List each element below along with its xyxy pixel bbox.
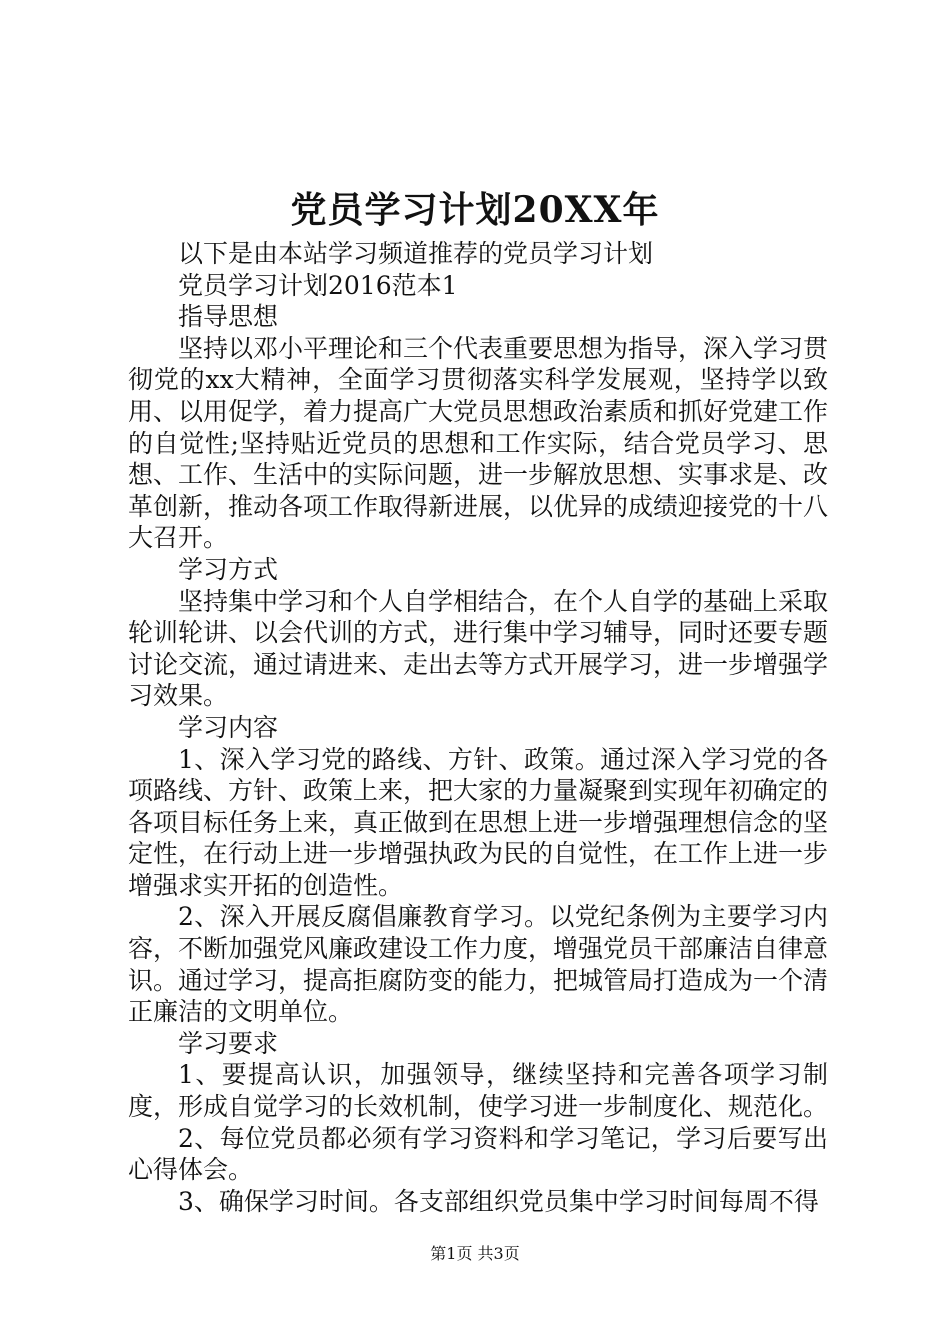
guiding-thought-paragraph: 坚持以邓小平理论和三个代表重要思想为指导，深入学习贯彻党的xx大精神，全面学习贯彻落实科学发展观，坚持学以致用、以用促学，着力提高广大党员思想政治素质和抓好党建工作的自觉性;坚持贴近党员的思想和工作实际，结合党员学习、思想、工作、生活中的实际问题，进一步解放思想、实事求是、改革创新，推动各项工作取得新进展，以优异的成绩迎接党的十八大召开。 <box>128 333 829 553</box>
requirement-item-2: 2、每位党员都必须有学习资料和学习笔记，学习后要写出心得体会。 <box>128 1123 828 1185</box>
section-heading-study-requirements: 学习要求 <box>178 1028 279 1058</box>
section-heading-guiding-thought: 指导思想 <box>178 302 279 332</box>
section-heading-study-content: 学习内容 <box>178 712 279 742</box>
study-method-paragraph: 坚持集中学习和个人自学相结合，在个人自学的基础上采取轮训轮讲、以会代训的方式，进行集中学习辅导，同时还要专题讨论交流，通过请进来、走出去等方式开展学习，进一步增强学习效果。 <box>128 586 829 711</box>
requirement-item-3: 3、确保学习时间。各支部组织党员集中学习时间每周不得 <box>178 1186 819 1216</box>
study-content-item-2: 2、深入开展反腐倡廉教育学习。以党纪条例为主要学习内容，不断加强党风廉政建设工作力度，增强党员干部廉洁自律意识。通过学习，提高拒腐防变的能力，把城管局打造成为一个清正廉洁的文明单位。 <box>128 902 829 1027</box>
intro-paragraph: 以下是由本站学习频道推荐的党员学习计划 <box>178 239 654 268</box>
requirement-item-1: 1、要提高认识，加强领导，继续坚持和完善各项学习制度，形成自觉学习的长效机制，使学习进一步制度化、规范化。 <box>128 1060 829 1122</box>
section-heading-study-method: 学习方式 <box>178 554 279 584</box>
study-content-item-1: 1、深入学习党的路线、方针、政策。通过深入学习党的各项路线、方针、政策上来，把大家的力量凝聚到实现年初确定的各项目标任务上来，真正做到在思想上进一步增强理想信念的坚定性，在行动上进一步增强执政为民的自觉性，在工作上进一步增强求实开拓的创造性。 <box>128 744 829 900</box>
document-title: 党员学习计划20XX年 <box>290 189 660 231</box>
template-heading: 党员学习计划2016范本1 <box>178 270 458 300</box>
document-body <box>128 238 828 1217</box>
page-footer: 第1页 共3页 <box>430 1244 520 1263</box>
